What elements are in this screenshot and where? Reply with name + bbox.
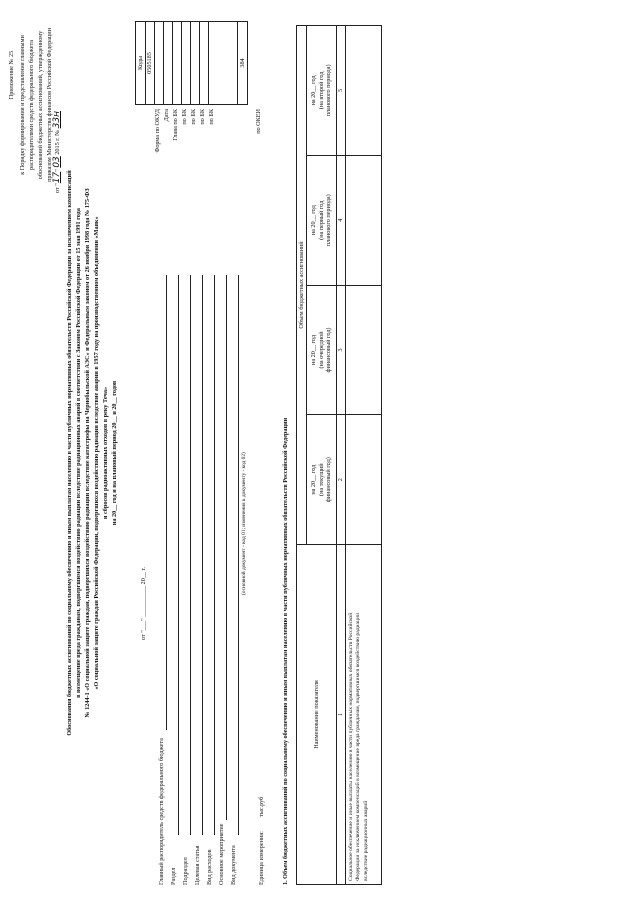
appendix-line: обоснований бюджетных ассигнований, утвержденному [37, 30, 44, 180]
field-underline [214, 275, 215, 835]
doc-note: (основной документ - код 01; изменения к документу - код 02) [241, 452, 247, 595]
value-cell [346, 26, 382, 156]
col-year-header: на 20__ год (на второй год планового периода) [307, 26, 337, 156]
codes-header: Коды [136, 22, 146, 105]
code-cell [173, 22, 182, 105]
okei-code: 384 [238, 22, 248, 105]
col-year-header: на 20__ год (на текущий финансовый год) [307, 415, 337, 545]
field-label-expense-type: Вид расходов [206, 849, 213, 885]
appendix-date: от "17" 03 2015 г. № 33н [52, 111, 62, 193]
field-label-target: Целевая статья [194, 845, 201, 885]
unit-label: Единица измерения: [258, 831, 265, 885]
bk-label: по БК [181, 109, 188, 125]
appendix-line: приказом Министерства финансов Российской Федерации [46, 28, 53, 182]
field-label-subsection: Подраздел [182, 857, 189, 885]
code-cell [155, 22, 164, 105]
col-number: 1 [337, 545, 346, 885]
appendix-title: Приложение № 25 [8, 50, 15, 100]
appendix-line: распорядителями средств федерального бюджета [28, 40, 35, 170]
col-year-header: на 20__ год (на очередной финансовый год) [307, 285, 337, 415]
handwritten-number: 33н [52, 111, 62, 129]
field-label-main-activity: Основное мероприятие [218, 823, 225, 885]
title-line: «О социальной защите граждан Российской Федерации, подвергшихся воздействию радиации вследствие аварии в 1957 году на производственном объединении «Маяк» [93, 216, 100, 690]
title-line: в возмещение вреда гражданам, подвергшимся воздействию радиации вследствие радиационных аварий в соответствии с Законом Российской Федерации от 15 мая 1991 года [75, 208, 82, 698]
field-underline [202, 275, 203, 835]
code-cell [209, 22, 238, 105]
okei-label: по ОКЕИ [255, 109, 262, 134]
field-label-distributor: Главный распорядитель средств федерального бюджета [158, 738, 165, 885]
bk-label: Глава по БК [172, 109, 179, 141]
form-code: 0505185 [146, 22, 155, 105]
date-label: Дата [163, 109, 170, 122]
col-number: 3 [337, 285, 346, 415]
title-line: Обоснования бюджетных ассигнований по социальному обеспечению и иным выплатам населению в части публичных нормативных обязательств Российской Федерации за исключением компенсаций [66, 170, 73, 736]
field-underline [238, 275, 239, 835]
col-year-header: на 20__ год (на первый год планового периода) [307, 155, 337, 285]
value-cell [346, 155, 382, 285]
col-name-header: Наименование показателя [297, 545, 337, 885]
col-number: 5 [337, 26, 346, 156]
unit-value: тыс.руб [258, 796, 265, 817]
title-line: № 1244-1 «О социальной защите граждан, подвергшихся воздействию радиации вследствие катастрофы на Чернобыльской АЭС» и Федеральным законом от 26 ноября 1998 года № 175-ФЗ [84, 188, 91, 718]
code-cell [182, 22, 191, 105]
bk-label: по БК [199, 109, 206, 125]
col-number: 2 [337, 415, 346, 545]
row-label: Социальное обеспечение и иные выплаты населению в части публичных нормативных обязательств Российской Федерации за исключением компенсаций в возмещение вреда гражданам, подвергшимся воздействию радиации вследствие радиационных аварий [346, 545, 382, 885]
bk-label: по БК [190, 109, 197, 125]
handwritten-month: 03 [52, 156, 62, 168]
field-underline [190, 275, 191, 835]
code-cell [200, 22, 209, 105]
section1-title: 1. Объем бюджетных ассигнований по социальному обеспечению и иным выплатам населению в части публичных нормативных обязательств Российской Федерации [282, 417, 289, 885]
field-label-section: Раздел [170, 867, 177, 885]
title-line: на 20__ год и на плановый период 20__ и 20__ годов [111, 380, 118, 526]
field-underline [178, 275, 179, 835]
field-label-doc-type: Вид документа [230, 845, 237, 885]
table-row [346, 26, 382, 885]
value-cell [346, 415, 382, 545]
codes-table [135, 21, 248, 105]
field-underline [166, 275, 167, 730]
title-line: и сбросов радиоактивных отходов в реку Теча» [102, 386, 109, 520]
field-underline [226, 275, 227, 820]
appendix-line: к Порядку формирования и представления главными [19, 35, 26, 175]
code-cell [191, 22, 200, 105]
code-cell [164, 22, 173, 105]
bk-label: по БК [208, 109, 215, 125]
col-number: 4 [337, 155, 346, 285]
form-label: Форма по ОКУД [154, 109, 161, 153]
value-cell [346, 285, 382, 415]
col-group-header: Объем бюджетных ассигнований [297, 26, 307, 545]
handwritten-day: 17 [52, 171, 62, 184]
section1-table [296, 25, 382, 885]
date-line: от "___" __________ 20__ г. [140, 567, 147, 640]
